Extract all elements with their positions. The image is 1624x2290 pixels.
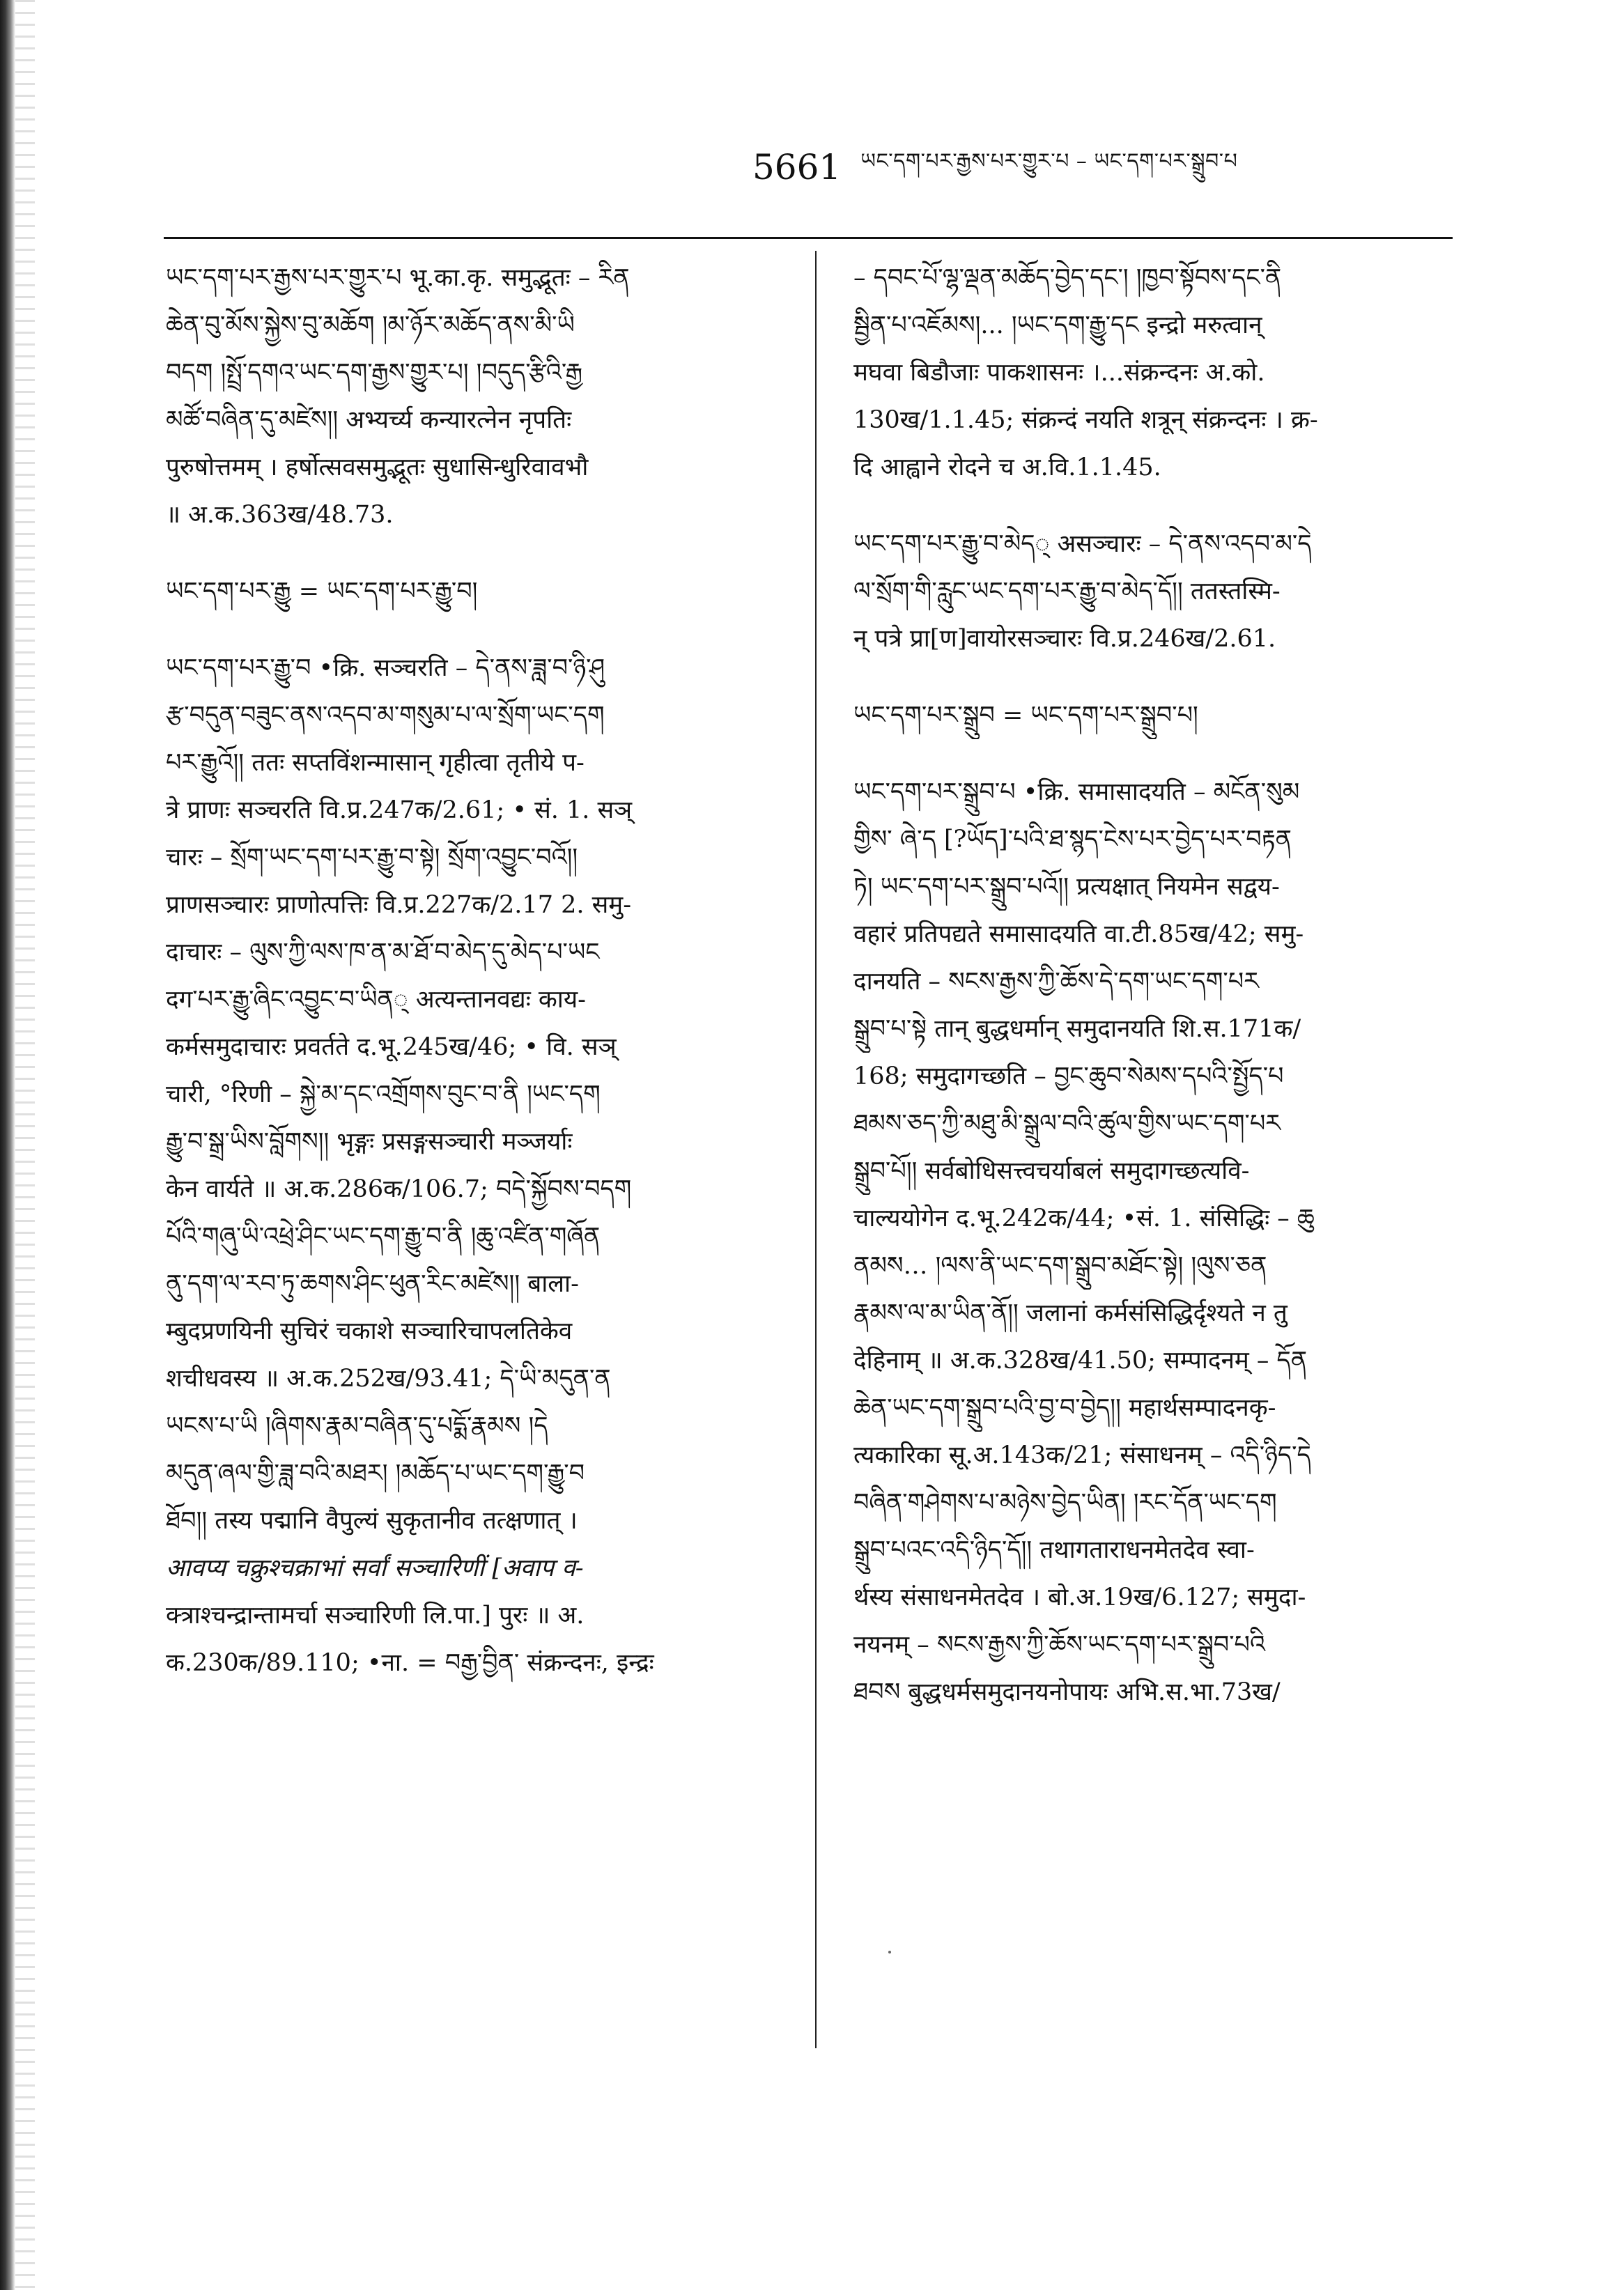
- entry-line: ཡང་དག་པར་རྒྱུ་བ •क्रि. सञ्चरति – དེ་ནས་ཟླ་བ་ཉི་ཤུ: [166, 654, 605, 682]
- entry-gap: [853, 739, 1470, 768]
- running-head: ཡང་དག་པར་རྒྱས་པར་གྱུར་པ – ཡང་དག་པར་སྒྲུབ་པ: [860, 149, 1238, 173]
- entry-line: བདག །སྤྲོ་དགའ་ཡང་དག་རྒྱས་གྱུར་པ། །བདུད་རྩིའི་རྒྱ: [166, 359, 583, 387]
- entry-line: སྒྲུབ་པོ།། सर्वबोधिसत्त्वचर्याबलं समुदागच्छत्यवि-: [853, 1157, 1250, 1185]
- entry-line: བཞིན་གཤེགས་པ་མཉེས་བྱེད་ཡིན། །རང་དོན་ཡང་དག: [853, 1489, 1277, 1517]
- binding-shadow: [15, 0, 35, 2290]
- dictionary-entry: [853, 768, 1470, 1716]
- entry-line: नयनम् – སངས་རྒྱས་ཀྱི་ཆོས་ཡང་དག་པར་སྒྲུབ་པའི: [853, 1631, 1266, 1659]
- entry-line: མདུན་ཞལ་གྱི་ཟླ་བའི་མཐར། །མཆོད་པ་ཡང་དག་རྒྱུ་བ: [166, 1460, 585, 1487]
- entry-line: आवप्य चक्रुश्चक्राभां सर्वां सञ्चारिणीं [अवाप व-: [166, 1554, 584, 1582]
- entry-line: त्रे प्राणः सञ्चरति वि.प्र.247क/2.61; • सं. 1. सञ्: [166, 796, 633, 824]
- entry-line: ཆེན་ཡང་དག་སྒྲུབ་པའི་བྱ་བ་བྱེད།། महार्थसम्पादनकृ-: [853, 1394, 1276, 1422]
- entry-line: देहिनाम् ॥ अ.क.328ख/41.50; सम्पादनम् – དོན: [853, 1347, 1308, 1375]
- page-header: [752, 143, 1477, 192]
- entry-line: प्राणसञ्चारः प्राणोत्पत्तिः वि.प्र.227क/2.17 2. समु-: [166, 891, 632, 919]
- entry-line: ཡང་དག་པར་སྒྲུབ་པ •क्रि. समासादयति – མངོན་སུམ: [853, 778, 1300, 806]
- entry-line: རྣམས་ལ་མ་ཡིན་ནོ།། जलानां कर्मसंसिद्धिर्दृश्यते न तु: [853, 1299, 1287, 1327]
- entry-line: སྒྲུབ་པ་སྟེ तान् बुद्धधर्मान् समुदानयति शि.स.171क/: [853, 1015, 1301, 1043]
- page-number: 5661: [752, 147, 842, 187]
- entry-line: चारी, °रिणी – སྐྱེ་མ་དང་འགྲོགས་བུང་བ་ནི །ཡང་དག: [166, 1081, 601, 1108]
- entry-line: པོའི་གཞུ་ཡི་འཕྲེ་ཤིང་ཡང་དག་རྒྱུ་བ་ནི །ཆུ་འཛིན་གཞོན: [166, 1223, 601, 1251]
- entry-line: म्बुदप्रणयिनी सुचिरं चकाशे सञ्चारिचापलतिकेव: [166, 1317, 573, 1345]
- entry-line: སྒྲུབ་པའང་འདི་ཉིད་དོ།། तथागताराधनमेतदेव स्वा-: [853, 1536, 1255, 1564]
- entry-line: 130ख/1.1.45; संक्रन्दं नयति शत्रून् संक्रन्दनः । क्र-: [853, 406, 1318, 434]
- paper-speck: [888, 1951, 891, 1954]
- entry-line: ཏེ། ཡང་དག་པར་སྒྲུབ་པའོ།། प्रत्यक्षात् नियमेन सद्वय-: [853, 873, 1280, 901]
- entry-line: वहारं प्रतिपद्यते समासादयति वा.टी.85ख/42; समु-: [853, 920, 1304, 948]
- entry-gap: [166, 615, 782, 644]
- right-column: [853, 254, 1470, 1716]
- entry-line: मघवा बिडौजाः पाकशासनः ।...संक्रन्दनः अ.को.: [853, 359, 1265, 387]
- entry-line: ཐམས་ཅད་ཀྱི་མཐུ་མི་སྒྲུལ་བའི་ཚུལ་གྱིས་ཡང་དག་པར: [853, 1110, 1281, 1138]
- entry-line: न् पत्रे प्रा[ण]वायोरसञ्चारः वि.प्र.246ख/2.61.: [853, 625, 1276, 653]
- dictionary-entry: [853, 692, 1470, 739]
- left-column: [166, 254, 782, 1687]
- dictionary-entry: [853, 254, 1470, 491]
- column-divider: [815, 251, 817, 2048]
- entry-gap: [166, 539, 782, 568]
- entry-line: केन वार्यते ॥ अ.क.286क/106.7; བདེ་སྐྱོབས་བདག: [166, 1175, 632, 1203]
- entry-line: ཡང་དག་པར་རྒྱུ = ཡང་དག་པར་རྒྱུ་བ།: [166, 578, 478, 605]
- book-binding-edge: [0, 0, 15, 2290]
- dictionary-entry: [166, 254, 782, 539]
- entry-line: दग་པར་རྒྱུ་ཞིང་འབྱུང་བ་ཡིན् अत्यन्तानवद्यः काय-: [166, 986, 587, 1014]
- entry-line: སྦྱིན་པ་འཇོམས།... །ཡང་དག་རྒྱུ་དང इन्द्रो मरुत्वान्: [853, 311, 1262, 339]
- entry-line: ཡང་དག་པར་རྒྱུ་བ་མེད् असञ्चारः – དེ་ནས་འདབ་མ་དེ: [853, 530, 1312, 558]
- entry-line: चारः – སྲོག་ཡང་དག་པར་རྒྱུ་བ་སྟེ། སྲོག་འབྱུང་བའོ།།: [166, 844, 578, 872]
- entry-line: པར་རྒྱུའོ།། ततः सप्तविंशन्मासान् गृहीत्वा तृतीये प-: [166, 749, 585, 777]
- entry-line: क.230क/89.110; •ना. = བརྒྱ་བྱིན་ संक्रन्दनः, इन्द्रः: [166, 1649, 654, 1677]
- entry-line: कर्मसमुदाचारः प्रवर्तते द.भू.245ख/46; • वि. सञ्: [166, 1033, 617, 1061]
- entry-line: གྱིས་ ཞེ་ད [?ཡོད]་པའི་ཐ་སྙད་ངེས་པར་བྱེད་པར་བརྟན: [853, 826, 1292, 853]
- entry-line: दानयति – སངས་རྒྱས་ཀྱི་ཆོས་དེ་དག་ཡང་དག་པར: [853, 968, 1259, 996]
- entry-line: རྒྱུ་བ་སྒྲ་ཡིས་བློགས།། भृङ्गः प्रसङ्गसञ्चारी मञ्जर्याः: [166, 1128, 573, 1156]
- entry-line: ॥ अ.क.363ख/48.73.: [166, 501, 394, 529]
- entry-line: त्यकारिका सू.अ.143क/21; संसाधनम् – འདི་ཉིད་དེ: [853, 1441, 1311, 1469]
- dictionary-entry: [853, 520, 1470, 663]
- entry-line: ཐོབ།། तस्य पद्मानि वैपुल्यं सुकृतानीव तत्क्षणात् ।: [166, 1507, 578, 1535]
- entry-line: ནམས… །ལས་ནི་ཡང་དག་སྒྲུབ་མཐོང་སྟེ། །ལུས་ཅན: [853, 1252, 1267, 1280]
- entry-line: क्त्राश्चन्द्रान्तामर्चा सञ्चारिणी लि.पा.] पुरः ॥ अ.: [166, 1602, 585, 1630]
- entry-line: ཆེན་བུ་མོས་སྐྱེས་བུ་མཆོག །མ་ཉོར་མཆོད་ནས་མི་ཡི: [166, 311, 575, 339]
- entry-line: र्थस्य संसाधनमेतदेव । बो.अ.19ख/6.127; समुदा-: [853, 1584, 1306, 1611]
- entry-line: शचीधवस्य ॥ अ.क.252ख/93.41; དེ་ཡི་མདུན་ན: [166, 1365, 611, 1393]
- entry-line: ཡངས་པ་ཡི །ཞིགས་རྣམ་བཞིན་དུ་པདྨོ་རྣམས །དེ: [166, 1412, 548, 1440]
- dictionary-entry: [166, 568, 782, 615]
- dictionary-entry: [166, 644, 782, 1687]
- entry-line: ནུ་དག་ལ་རབ་ཏུ་ཆགས་ཤིང་ཕུན་རིང་མཛེས།། बाला-: [166, 1270, 579, 1298]
- entry-line: མཚོ་བཞིན་དུ་མཛེས།། अभ्यर्च्य कन्यारत्नेन नृपतिः: [166, 406, 572, 434]
- entry-line: ཡང་དག་པར་རྒྱས་པར་གྱུར་པ भू.का.कृ. समुद्भूतः – རིན: [166, 264, 630, 292]
- entry-line: ཐབས बुद्धधर्मसमुदानयनोपायः अभि.स.भा.73ख/: [853, 1678, 1281, 1706]
- entry-line: ཡང་དག་པར་སྒྲུབ = ཡང་དག་པར་སྒྲུབ་པ།: [853, 702, 1198, 729]
- entry-gap: [853, 663, 1470, 692]
- entry-line: – དབང་པོ་ལྷ་ལྡན་མཆོད་བྱེད་དང་། །ཁྱབ་སྟོབས་དང་ནི: [853, 264, 1282, 292]
- entry-line: ལ་སྲོག་གི་རླུང་ཡང་དག་པར་རྒྱུ་བ་མེད་དོ།། ततस्तस्मि-: [853, 578, 1281, 605]
- entry-line: चाल्ययोगेन द.भू.242क/44; •सं. 1. संसिद्धिः – ཆུ: [853, 1205, 1315, 1232]
- header-rule: [164, 237, 1453, 239]
- entry-line: दि आह्वाने रोदने च अ.वि.1.1.45.: [853, 454, 1161, 481]
- entry-line: 168; समुदागच्छति – བྱང་ཆུབ་སེམས་དཔའི་སྤྱོད་པ: [853, 1062, 1284, 1090]
- entry-line: दाचारः – ལུས་ཀྱི་ལས་ཁ་ན་མ་ཐོ་བ་མེད་དུ་མེད་པ་ཡང: [166, 938, 600, 966]
- entry-line: पुरुषोत्तमम् । हर्षोत्सवसमुद्भूतः सुधासिन्धुरिवावभौ: [166, 454, 589, 481]
- entry-line: རྩ་བདུན་བཟུང་ནས་འདབ་མ་གསུམ་པ་ལ་སྲོག་ཡང་དག: [166, 702, 605, 729]
- entry-gap: [853, 491, 1470, 520]
